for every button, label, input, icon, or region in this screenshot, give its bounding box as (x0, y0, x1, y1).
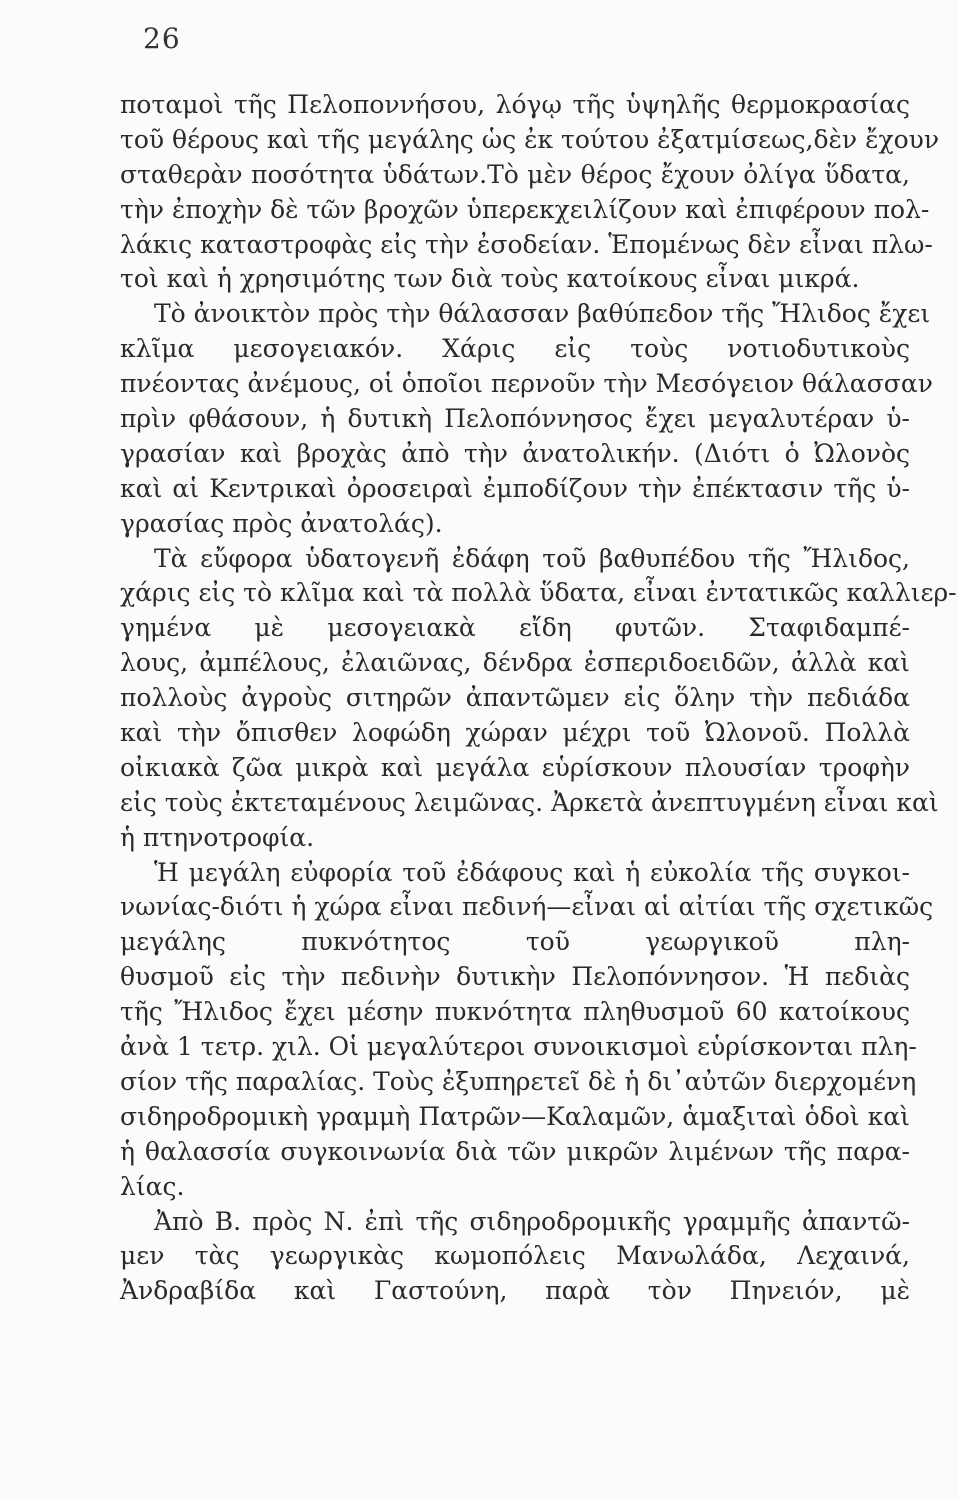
text-line: Τὸ ἀνοικτὸν πρὸς τὴν θάλασσαν βαθύπεδον τῆς Ἤλιδος ἔχει (154, 299, 931, 329)
text-line: Ἀνδραβίδα καὶ Γαστούνη, παρὰ τὸν Πηνειόν, μὲ (120, 1276, 910, 1306)
text-line: τοὶ καὶ ἡ χρησιμότης των διὰ τοὺς κατοίκους εἶναι μικρά. (120, 264, 860, 294)
text-line: σιδηροδρομικὴ γραμμὴ Πατρῶν—Καλαμῶν, ἁμαξιταὶ ὁδοὶ καὶ (120, 1101, 910, 1131)
text-line: Ἀπὸ Β. πρὸς Ν. ἐπὶ τῆς σιδηροδρομικῆς γραμμῆς ἀπαντῶ- (154, 1206, 910, 1236)
text-line: εἰς τοὺς ἐκτεταμένους λειμῶνας. Ἀρκετὰ ἀνεπτυγμένη εἶναι καὶ (120, 787, 939, 817)
text-line: καὶ αἱ Κεντρικαὶ ὀροσειραὶ ἐμποδίζουν τὴν ἐπέκτασιν τῆς ὑ- (120, 473, 910, 503)
text-line: λάκις καταστροφὰς εἰς τὴν ἐσοδείαν. Ἑπομένως δὲν εἶναι πλω- (120, 229, 933, 259)
text-line: οἰκιακὰ ζῶα μικρὰ καὶ μεγάλα εὑρίσκουν πλουσίαν τροφὴν (120, 752, 910, 782)
text-line: μεν τὰς γεωργικὰς κωμοπόλεις Μανωλάδα, Λεχαινά, (120, 1241, 910, 1271)
text-line: πολλοὺς ἀγροὺς σιτηρῶν ἀπαντῶμεν εἰς ὅλην τὴν πεδιάδα (120, 683, 910, 713)
page-number: 26 (143, 22, 181, 55)
text-line: λίας. (120, 1171, 185, 1201)
text-line: θυσμοῦ εἰς τὴν πεδινὴν δυτικὴν Πελοπόννησον. Ἡ πεδιὰς (120, 962, 910, 992)
text-line: ποταμοὶ τῆς Πελοποννήσου, λόγῳ τῆς ὑψηλῆς θερμοκρασίας (120, 90, 910, 119)
text-line: σταθερὰν ποσότητα ὑδάτων.Τὸ μὲν θέρος ἔχουν ὀλίγα ὕδατα, (120, 159, 910, 189)
text-line: γρασίαν καὶ βροχὰς ἀπὸ τὴν ἀνατολικήν. (Διότι ὁ Ὠλονὸς (120, 438, 910, 468)
text-line: λους, ἀμπέλους, ἐλαιῶνας, δένδρα ἐσπεριδοειδῶν, ἀλλὰ καὶ (120, 648, 910, 678)
text-line: πρὶν φθάσουν, ἡ δυτικὴ Πελοπόννησος ἔχει μεγαλυτέραν ὑ- (120, 404, 910, 434)
text-line: μεγάλης πυκνότητος τοῦ γεωργικοῦ πλη- (120, 927, 910, 957)
text-line: γημένα μὲ μεσογειακὰ εἴδη φυτῶν. Σταφιδαμπέ- (120, 613, 910, 643)
text-line: νωνίας-διότι ἡ χώρα εἶναι πεδινή—εἶναι αἱ αἰτίαι τῆς σχετικῶς (120, 892, 934, 922)
text-line: ἡ πτηνοτροφία. (120, 822, 315, 852)
text-line: Τὰ εὔφορα ὑδατογενῆ ἐδάφη τοῦ βαθυπέδου τῆς Ἤλιδος, (154, 543, 910, 573)
text-line: τὴν ἐποχὴν δὲ τῶν βροχῶν ὑπερεκχειλίζουν καὶ ἐπιφέρουν πολ- (120, 194, 930, 224)
body-text (120, 88, 957, 1309)
text-line: καὶ τὴν ὄπισθεν λοφώδη χώραν μέχρι τοῦ Ὠλονοῦ. Πολλὰ (120, 718, 910, 748)
text-line: κλῖμα μεσογειακόν. Χάρις εἰς τοὺς νοτιοδυτικοὺς (120, 334, 910, 364)
text-line: ἡ θαλασσία συγκοινωνία διὰ τῶν μικρῶν λιμένων τῆς παρα- (120, 1136, 910, 1166)
text-line: τῆς Ἤλιδος ἔχει μέσην πυκνότητα πληθυσμοῦ 60 κατοίκους (120, 997, 910, 1027)
text-line: σίον τῆς παραλίας. Τοὺς ἐξυπηρετεῖ δὲ ἡ δι᾿αὐτῶν διερχομένη (120, 1066, 917, 1096)
text-line: χάρις εἰς τὸ κλῖμα καὶ τὰ πολλὰ ὕδατα, εἶναι ἐντατικῶς καλλιερ- (120, 578, 957, 608)
text-line: τοῦ θέρους καὶ τῆς μεγάλης ὡς ἐκ τούτου ἐξατμίσεως,δὲν ἔχουν (120, 124, 940, 154)
text-line: ἀνὰ 1 τετρ. χιλ. Οἱ μεγαλύτεροι συνοικισμοὶ εὑρίσκονται πλη- (120, 1032, 917, 1062)
text-line: πνέοντας ἀνέμους, οἱ ὁποῖοι περνοῦν τὴν Μεσόγειον θάλασσαν (120, 369, 933, 399)
text-line: γρασίας πρὸς ἀνατολάς). (120, 508, 443, 538)
text-line: Ἡ μεγάλη εὐφορία τοῦ ἐδάφους καὶ ἡ εὐκολία τῆς συγκοι- (154, 857, 910, 887)
